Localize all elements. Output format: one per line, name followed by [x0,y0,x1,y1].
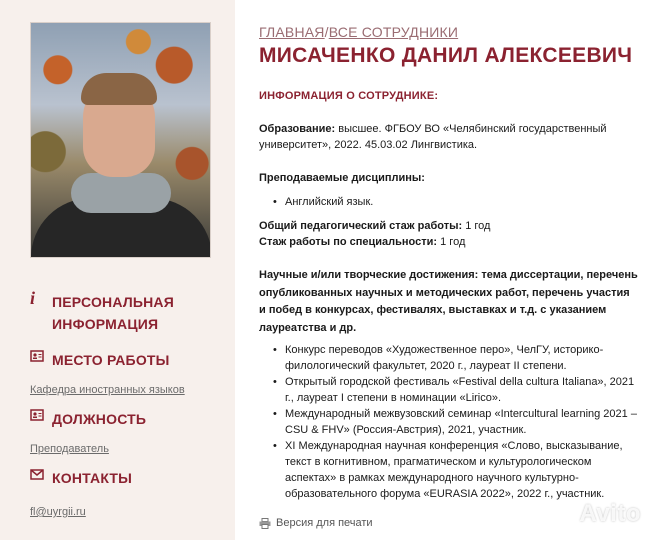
section-title: ПЕРСОНАЛЬНАЯ ИНФОРМАЦИЯ [52,294,175,332]
disciplines-label: Преподаваемые дисциплины: [259,172,425,184]
education-label: Образование: [259,123,336,135]
email-link[interactable]: fl@uyrgii.ru [30,506,86,518]
employee-photo [30,22,211,258]
specialty-experience: Стаж работы по специальности: 1 год [259,236,466,248]
id-card-icon [30,408,44,422]
section-title: МЕСТО РАБОТЫ [52,352,170,368]
position-link[interactable]: Преподаватель [30,443,109,455]
breadcrumb-separator: / [324,24,329,40]
printer-icon [259,518,271,529]
envelope-icon [30,467,44,481]
breadcrumb-home[interactable]: ГЛАВНАЯ [259,24,325,40]
breadcrumb-all-staff[interactable]: ВСЕ СОТРУДНИКИ [328,24,459,40]
list-item: • Конкурс переводов «Художественное перо», ЧелГУ, историко-филологический факультет, 2020 г., лауреат II степени. [259,342,639,374]
education-value: высшее. ФГБОУ ВО «Челябинский государственный университет», 2022. 45.03.02 Лингвистика. [259,123,607,151]
print-version-link[interactable]: Версия для печати [259,517,373,529]
section-position [30,408,146,430]
department-link[interactable]: Кафедра иностранных языков [30,384,185,396]
page-title: МИСАЧЕНКО ДАНИЛ АЛЕКСЕЕВИЧ [259,44,633,67]
section-workplace [30,349,170,371]
achievements-list [259,342,639,502]
education-text [259,121,639,153]
sidebar [0,0,235,540]
avito-watermark: Avito [579,500,641,527]
achievements-label: Научные и/или творческие достижения: тема диссертации, перечень опубликованных научных и методических работ, перечень участия и побед в конкурсах, фестивалях, выставках и т.д. с указанием лауреатства и др. [259,269,638,334]
list-item: • Международный межвузовский семинар «Intercultural learning 2021 – CSU & FHV» (Россия-Австрия), 2021, участник. [259,406,639,438]
id-card-icon [30,349,44,363]
list-item: • Английский язык. [259,194,639,210]
list-item: • Открытый городской фестиваль «Festival della cultura Italiana», 2021 г., лауреат I степени в номинации «Lirico». [259,374,639,406]
section-title: ДОЛЖНОСТЬ [52,411,147,427]
section-contacts [30,467,132,489]
breadcrumb [259,24,458,40]
total-experience: Общий педагогический стаж работы: 1 год [259,220,491,232]
section-personal-info [30,288,192,335]
list-item: • XI Международная научная конференция «Слово, высказывание, текст в когнитивном, прагматическом и культурологическом аспектах» в рамках международного научного культурно-образовательного форума «EURASIA 2022», 2022 г., участник. [259,438,639,502]
section-title: КОНТАКТЫ [52,470,133,486]
disciplines-list [259,194,639,210]
info-heading: ИНФОРМАЦИЯ О СОТРУДНИКЕ: [259,90,439,102]
info-icon: i [30,288,36,308]
